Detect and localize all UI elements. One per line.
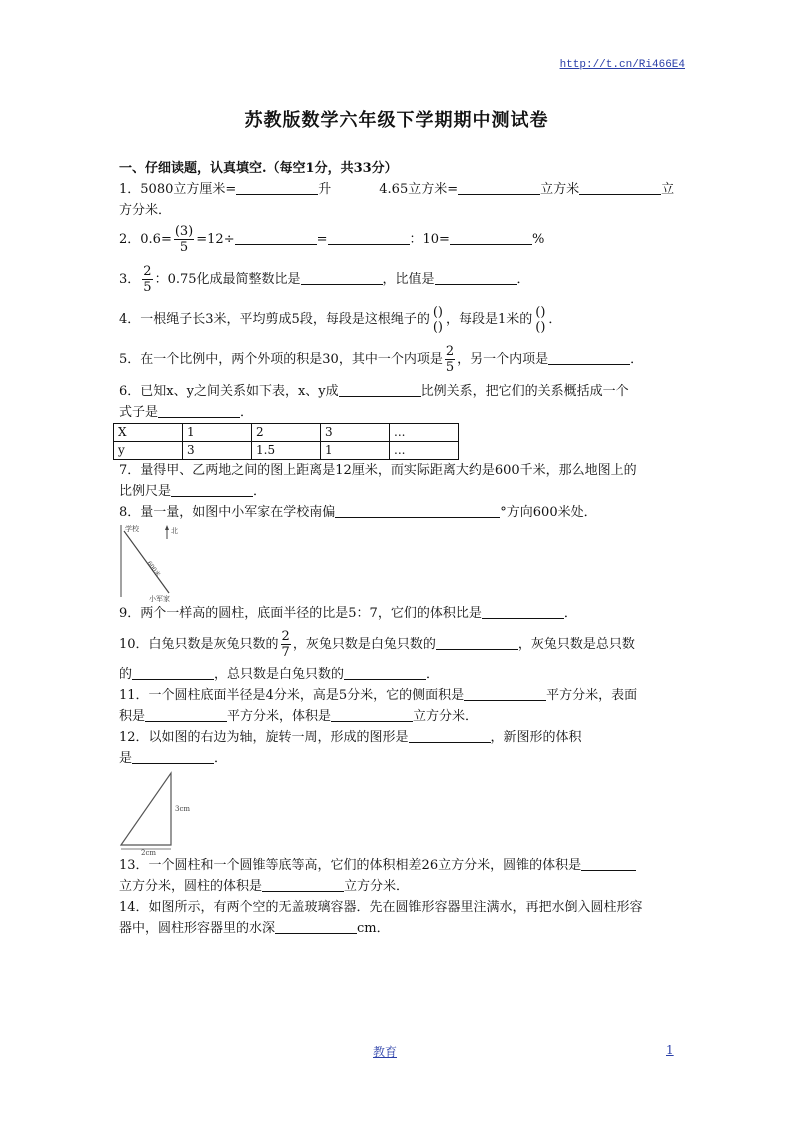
- answer-blank[interactable]: [581, 857, 636, 871]
- question-6-cont: 式子是 ．: [119, 405, 254, 420]
- label-height: 3cm: [175, 805, 191, 813]
- fraction-blank[interactable]: () (): [432, 304, 443, 335]
- answer-blank[interactable]: [158, 404, 240, 418]
- table-row: [114, 442, 459, 460]
- label-base: 2cm: [141, 849, 157, 855]
- answer-blank[interactable]: [301, 271, 383, 285]
- footer-link[interactable]: 教育: [373, 1045, 398, 1059]
- xy-table: [113, 423, 459, 460]
- answer-blank[interactable]: [171, 483, 253, 497]
- answer-blank[interactable]: [579, 181, 661, 195]
- question-13-cont: 立方分米，圆柱的体积是 立方分米．: [119, 879, 410, 894]
- fraction: $\frac{2}{5}$: [445, 344, 455, 375]
- answer-blank[interactable]: [482, 605, 564, 619]
- question-13: 13．一个圆柱和一个圆锥等底等高，它们的体积相差26立方分米，圆锥的体积是: [119, 855, 675, 876]
- question-12-cont: 是 ．: [119, 751, 228, 766]
- question-1-cont: 方分米．: [119, 203, 172, 218]
- answer-blank[interactable]: [275, 920, 357, 934]
- table-cell: 1: [321, 442, 390, 460]
- fraction: $\frac{2}{5}$: [143, 264, 152, 295]
- table-cell: 3: [183, 442, 252, 460]
- question-6: 6．已知x、y之间关系如下表，x、y成 比例关系，把它们的关系概括成一个: [119, 384, 629, 399]
- answer-blank[interactable]: [145, 708, 227, 722]
- question-4: 4．一根绳子长3米，平均剪成5段，每段是这根绳子的 () () ，每段是1米的 () () ．: [119, 304, 562, 335]
- table-cell: 1.5: [252, 442, 321, 460]
- answer-blank[interactable]: [328, 231, 410, 245]
- table-cell: y: [114, 442, 183, 460]
- page-title: 苏教版数学六年级下学期期中测试卷: [244, 110, 549, 131]
- fraction-blank[interactable]: () (): [535, 304, 546, 335]
- answer-blank[interactable]: [436, 636, 518, 650]
- section-heading: 一、仔细读题，认真填空.（每空1分，共33分）: [119, 161, 398, 176]
- question-9: 9．两个一样高的圆柱，底面半径的比是5：7，它们的体积比是 ．: [119, 606, 577, 621]
- answer-blank[interactable]: [262, 878, 344, 892]
- label-school: 学校: [125, 525, 139, 533]
- fraction: $\frac{2}{7}$: [281, 629, 290, 660]
- question-14: 14．如图所示，有两个空的无盖玻璃容器．先在圆锥形容器里注满水，再把水倒入圆柱形容: [119, 900, 643, 915]
- question-10-cont: 的 ，总只数是白兔只数的 ．: [119, 667, 440, 682]
- question-10: 10．白兔只数是灰兔只数的 $\frac{2}{7}$ ，灰兔只数是白兔只数的 ，灰兔只数是总只数: [119, 629, 635, 660]
- exam-content: [119, 158, 675, 939]
- table-cell: ...: [390, 424, 459, 442]
- table-cell: X: [114, 424, 183, 442]
- direction-figure: [119, 523, 189, 603]
- answer-blank[interactable]: [339, 383, 421, 397]
- answer-blank[interactable]: [132, 666, 214, 680]
- question-11-cont: 积是 平方分米，体积是 立方分米．: [119, 709, 479, 724]
- answer-blank[interactable]: [132, 750, 214, 764]
- label-home: 小军家: [149, 595, 170, 603]
- header-url[interactable]: http://t.cn/Ri466E4: [559, 59, 685, 71]
- answer-blank[interactable]: [235, 231, 317, 245]
- fraction: $\frac{(3)}{5}$: [174, 224, 194, 255]
- label-distance: 600米: [145, 560, 162, 579]
- answer-blank[interactable]: [331, 708, 413, 722]
- table-row: [114, 424, 459, 442]
- answer-blank[interactable]: [236, 181, 318, 195]
- answer-blank[interactable]: [344, 666, 426, 680]
- table-cell: 3: [321, 424, 390, 442]
- question-14-cont: 器中，圆柱形容器里的水深 cm．: [119, 921, 390, 936]
- table-cell: ...: [390, 442, 459, 460]
- question-12: 12．以如图的右边为轴，旋转一周，形成的图形是 ，新图形的体积: [119, 730, 582, 745]
- answer-blank[interactable]: [458, 181, 540, 195]
- question-5: 5．在一个比例中，两个外项的积是30，其中一个内项是 $\frac{2}{5}$ ，另一个内项是 ．: [119, 344, 644, 375]
- question-2: 2．0.6= $\frac{(3)}{5}$ =12÷ = ：10= %: [119, 224, 545, 255]
- answer-blank[interactable]: [409, 729, 491, 743]
- question-11: 11．一个圆柱底面半径是4分米，高是5分米，它的侧面积是 平方分米，表面: [119, 688, 638, 703]
- question-8: 8．量一量，如图中小军家在学校南偏 °方向600米处．: [119, 505, 597, 520]
- answer-blank[interactable]: [450, 231, 532, 245]
- page-number: 1: [666, 1043, 674, 1057]
- table-cell: 1: [183, 424, 252, 442]
- question-3: 3． $\frac{2}{5}$ ：0.75化成最简整数比是 ，比值是 ．: [119, 264, 530, 295]
- answer-blank[interactable]: [464, 687, 546, 701]
- question-1: 1．5080立方厘米= 升 4.65立方米= 立方米 立: [119, 182, 675, 197]
- triangle-figure: [119, 769, 199, 855]
- question-7: 7．量得甲、乙两地之间的图上距离是12厘米，而实际距离大约是600千米，那么地图上的: [119, 463, 637, 478]
- question-7-cont: 比例尺是 ．: [119, 484, 267, 499]
- answer-blank[interactable]: [435, 271, 517, 285]
- answer-blank[interactable]: [335, 504, 500, 518]
- answer-blank[interactable]: [548, 351, 630, 365]
- table-cell: 2: [252, 424, 321, 442]
- label-north: 北: [171, 527, 178, 535]
